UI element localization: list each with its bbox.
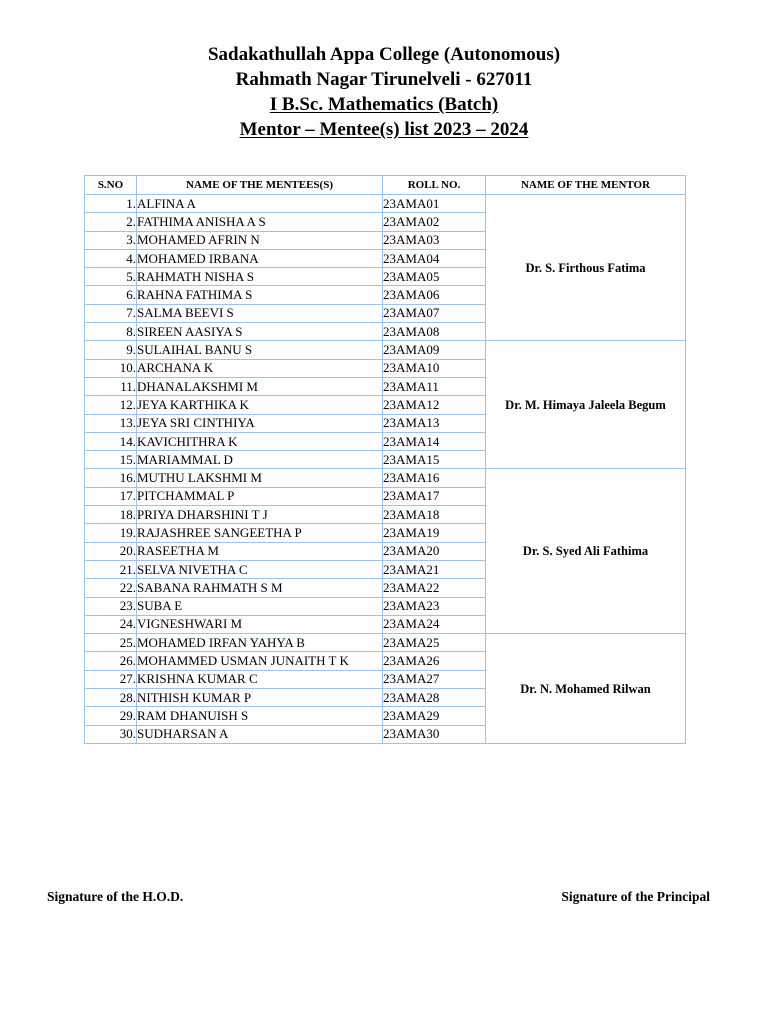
roll-no-cell: 23AMA12 xyxy=(383,396,486,414)
roll-no-cell: 23AMA14 xyxy=(383,432,486,450)
sno-cell: 3. xyxy=(85,231,137,249)
table-row xyxy=(85,469,686,487)
sno-cell: 26. xyxy=(85,652,137,670)
mentee-name-cell: JEYA KARTHIKA K xyxy=(137,396,383,414)
batch-title: I B.Sc. Mathematics (Batch) xyxy=(269,94,499,115)
sno-cell: 25. xyxy=(85,634,137,652)
roll-no-cell: 23AMA30 xyxy=(383,725,486,743)
mentee-name-cell: ARCHANA K xyxy=(137,359,383,377)
roll-no-cell: 23AMA26 xyxy=(383,652,486,670)
mentee-name-cell: MOHAMED IRBANA xyxy=(137,249,383,267)
header-roll: ROLL NO. xyxy=(383,176,486,195)
sno-cell: 18. xyxy=(85,506,137,524)
mentee-name-cell: MOHAMED IRFAN YAHYA B xyxy=(137,634,383,652)
roll-no-cell: 23AMA22 xyxy=(383,579,486,597)
mentee-name-cell: SUBA E xyxy=(137,597,383,615)
mentee-name-cell: MUTHU LAKSHMI M xyxy=(137,469,383,487)
mentee-name-cell: JEYA SRI CINTHIYA xyxy=(137,414,383,432)
roll-no-cell: 23AMA13 xyxy=(383,414,486,432)
sno-cell: 5. xyxy=(85,268,137,286)
mentee-name-cell: KRISHNA KUMAR C xyxy=(137,670,383,688)
mentee-name-cell: ALFINA A xyxy=(137,195,383,213)
roll-no-cell: 23AMA19 xyxy=(383,524,486,542)
header-mentor: NAME OF THE MENTOR xyxy=(486,176,686,195)
mentee-name-cell: RAJASHREE SANGEETHA P xyxy=(137,524,383,542)
mentee-name-cell: MARIAMMAL D xyxy=(137,451,383,469)
sno-cell: 10. xyxy=(85,359,137,377)
mentee-table xyxy=(84,175,686,744)
roll-no-cell: 23AMA07 xyxy=(383,304,486,322)
roll-no-cell: 23AMA15 xyxy=(383,451,486,469)
roll-no-cell: 23AMA16 xyxy=(383,469,486,487)
sno-cell: 28. xyxy=(85,689,137,707)
sno-cell: 12. xyxy=(85,396,137,414)
mentor-name-cell: Dr. N. Mohamed Rilwan xyxy=(486,634,686,744)
mentor-name-cell: Dr. M. Himaya Jaleela Begum xyxy=(486,341,686,469)
sno-cell: 4. xyxy=(85,249,137,267)
mentee-name-cell: KAVICHITHRA K xyxy=(137,432,383,450)
sno-cell: 9. xyxy=(85,341,137,359)
document-header xyxy=(0,42,768,142)
roll-no-cell: 23AMA08 xyxy=(383,323,486,341)
roll-no-cell: 23AMA17 xyxy=(383,487,486,505)
roll-no-cell: 23AMA28 xyxy=(383,689,486,707)
sno-cell: 8. xyxy=(85,323,137,341)
roll-no-cell: 23AMA25 xyxy=(383,634,486,652)
mentee-name-cell: RAHNA FATHIMA S xyxy=(137,286,383,304)
sno-cell: 1. xyxy=(85,195,137,213)
sno-cell: 23. xyxy=(85,597,137,615)
list-title: Mentor – Mentee(s) list 2023 – 2024 xyxy=(239,119,529,140)
sno-cell: 14. xyxy=(85,432,137,450)
sno-cell: 15. xyxy=(85,451,137,469)
mentee-name-cell: SULAIHAL BANU S xyxy=(137,341,383,359)
college-name: Sadakathullah Appa College (Autonomous) xyxy=(207,44,561,65)
mentee-name-cell: SALMA BEEVI S xyxy=(137,304,383,322)
table-row xyxy=(85,195,686,213)
mentee-name-cell: SELVA NIVETHA C xyxy=(137,560,383,578)
sno-cell: 20. xyxy=(85,542,137,560)
roll-no-cell: 23AMA05 xyxy=(383,268,486,286)
sno-cell: 11. xyxy=(85,377,137,395)
header-name: NAME OF THE MENTEES(S) xyxy=(137,176,383,195)
mentee-name-cell: RAHMATH NISHA S xyxy=(137,268,383,286)
roll-no-cell: 23AMA10 xyxy=(383,359,486,377)
sno-cell: 2. xyxy=(85,213,137,231)
roll-no-cell: 23AMA11 xyxy=(383,377,486,395)
roll-no-cell: 23AMA18 xyxy=(383,506,486,524)
principal-signature-label: Signature of the Principal xyxy=(561,889,710,904)
sno-cell: 19. xyxy=(85,524,137,542)
mentor-name-cell: Dr. S. Syed Ali Fathima xyxy=(486,469,686,634)
roll-no-cell: 23AMA09 xyxy=(383,341,486,359)
college-address: Rahmath Nagar Tirunelveli - 627011 xyxy=(235,69,533,90)
mentee-name-cell: FATHIMA ANISHA A S xyxy=(137,213,383,231)
roll-no-cell: 23AMA20 xyxy=(383,542,486,560)
sno-cell: 24. xyxy=(85,615,137,633)
table-row xyxy=(85,341,686,359)
sno-cell: 27. xyxy=(85,670,137,688)
sno-cell: 7. xyxy=(85,304,137,322)
mentee-name-cell: SUDHARSAN A xyxy=(137,725,383,743)
mentee-name-cell: PITCHAMMAL P xyxy=(137,487,383,505)
mentee-name-cell: NITHISH KUMAR P xyxy=(137,689,383,707)
mentee-name-cell: MOHAMED AFRIN N xyxy=(137,231,383,249)
mentee-name-cell: PRIYA DHARSHINI T J xyxy=(137,506,383,524)
mentee-name-cell: VIGNESHWARI M xyxy=(137,615,383,633)
sno-cell: 17. xyxy=(85,487,137,505)
mentee-name-cell: RAM DHANUISH S xyxy=(137,707,383,725)
sno-cell: 21. xyxy=(85,560,137,578)
roll-no-cell: 23AMA03 xyxy=(383,231,486,249)
table-header-row xyxy=(85,176,686,195)
table-body xyxy=(85,195,686,744)
mentee-name-cell: MOHAMMED USMAN JUNAITH T K xyxy=(137,652,383,670)
hod-signature-label: Signature of the H.O.D. xyxy=(47,889,184,904)
mentee-name-cell: SIREEN AASIYA S xyxy=(137,323,383,341)
roll-no-cell: 23AMA04 xyxy=(383,249,486,267)
header-sno: S.NO xyxy=(85,176,137,195)
mentor-name-cell: Dr. S. Firthous Fatima xyxy=(486,195,686,341)
sno-cell: 22. xyxy=(85,579,137,597)
mentee-name-cell: RASEETHA M xyxy=(137,542,383,560)
sno-cell: 6. xyxy=(85,286,137,304)
roll-no-cell: 23AMA27 xyxy=(383,670,486,688)
roll-no-cell: 23AMA01 xyxy=(383,195,486,213)
roll-no-cell: 23AMA06 xyxy=(383,286,486,304)
sno-cell: 29. xyxy=(85,707,137,725)
sno-cell: 16. xyxy=(85,469,137,487)
sno-cell: 13. xyxy=(85,414,137,432)
roll-no-cell: 23AMA21 xyxy=(383,560,486,578)
roll-no-cell: 23AMA02 xyxy=(383,213,486,231)
roll-no-cell: 23AMA29 xyxy=(383,707,486,725)
mentee-name-cell: DHANALAKSHMI M xyxy=(137,377,383,395)
mentee-name-cell: SABANA RAHMATH S M xyxy=(137,579,383,597)
roll-no-cell: 23AMA24 xyxy=(383,615,486,633)
sno-cell: 30. xyxy=(85,725,137,743)
roll-no-cell: 23AMA23 xyxy=(383,597,486,615)
table-row xyxy=(85,634,686,652)
